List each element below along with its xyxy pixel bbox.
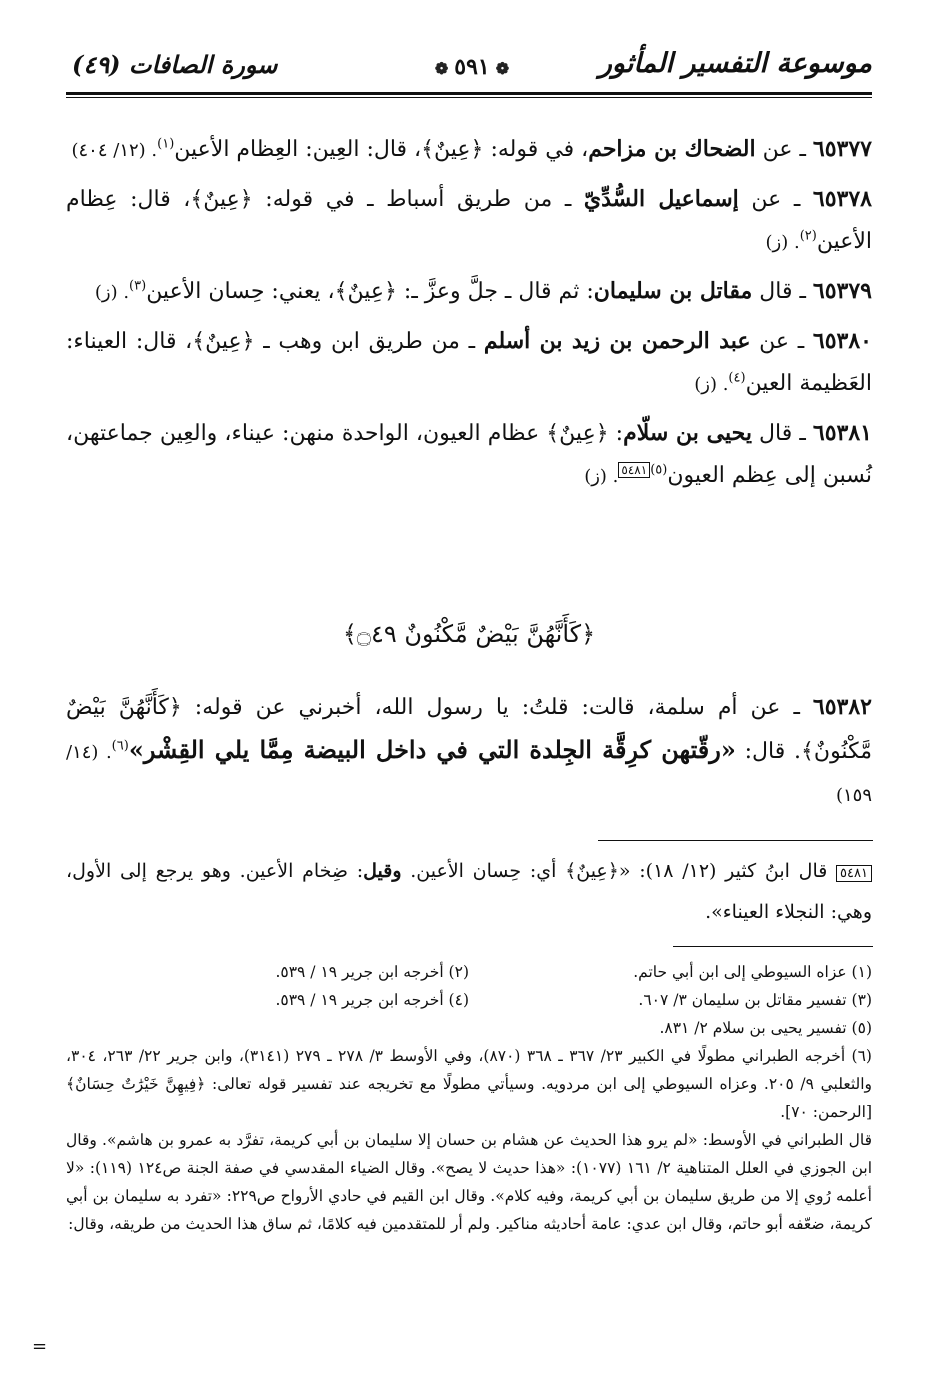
entry-reference: . (ز) xyxy=(765,232,800,253)
entry-pre: ـ عن xyxy=(750,329,813,354)
commentary-rest: : ضِخام الأعين. وهو يرجع إلى الأول، وهي: النجلاء العيناء». xyxy=(66,860,872,923)
footnote-marker: (٦) xyxy=(111,738,129,754)
ornament-icon: ❁ xyxy=(434,59,449,78)
footnote: (١) عزاه السيوطي إلى ابن أبي حاتم. xyxy=(633,963,872,981)
entry-text: ـ من طريق أسباط ـ في قوله: ﴿عِينٌ﴾، قال: عِظام الأعين xyxy=(66,187,872,254)
header-rule xyxy=(66,92,872,95)
narrator-name: عبد الرحمن بن زيد بن أسلم xyxy=(483,328,751,354)
entry xyxy=(66,686,872,817)
footnote-rule xyxy=(673,946,873,947)
commentary-bold: وقيل xyxy=(363,860,402,882)
entry-text: ـ من طريق ابن وهب ـ ﴿عِينٌ﴾، قال: العيناء: العَظيمة العين xyxy=(66,329,872,396)
commentary-ref-box: ٥٤٨١ xyxy=(618,462,650,478)
entry-text: : ﴿عِينٌ﴾ عظام العيون، الواحدة منهن: عيناء، والعِين جماعتهن، نُسبن إلى عِظم العيون xyxy=(66,421,872,488)
narrator-name: مقاتل بن سليمان xyxy=(593,278,753,304)
entry-pre: ـ قال xyxy=(752,279,813,304)
entry-pre: ـ قال xyxy=(751,421,813,446)
entry-pre: ـ عن xyxy=(738,187,813,212)
entry-reference: . (١٢/ ٤٠٤) xyxy=(71,140,158,161)
entry xyxy=(66,178,872,264)
entry-number: ٦٥٣٨٠ xyxy=(812,328,872,354)
continuation-mark: = xyxy=(32,1336,48,1357)
footnote-marker: (٤) xyxy=(728,370,746,386)
entry-reference: . (١٤/ ١٥٩) xyxy=(66,742,872,806)
footnote: (٢) أخرجه ابن جرير ١٩ / ٥٣٩. xyxy=(275,963,469,981)
commentary-rule xyxy=(598,840,873,841)
footnote-marker: (٢) xyxy=(799,228,817,244)
footnotes xyxy=(66,958,872,1238)
entry-pre: ـ عن xyxy=(755,137,813,162)
ornament-icon: ❁ xyxy=(495,59,510,78)
page-number: ٥٩١ xyxy=(454,54,490,80)
footnote-row xyxy=(66,986,872,1014)
entry-text: : ثم قال ـ جلَّ وعزَّ ـ: ﴿عِينٌ﴾، يعني: حِسان الأعين xyxy=(146,279,594,304)
book-title: موسوعة التفسير المأثور xyxy=(598,48,872,79)
entry-reference: . (ز) xyxy=(584,466,619,487)
footnote: (٥) تفسير يحيى بن سلام ٢/ ٨٣١. xyxy=(659,1019,872,1037)
verse-heading xyxy=(66,620,872,648)
page-header xyxy=(72,48,872,92)
entry-pre: ـ عن أم سلمة، قالت: قلتُ: يا رسول الله، أخبرني عن قوله: ﴿كَأَنَّهُنَّ بَيْضٌ مَّكْنُونٌ﴾. قال: xyxy=(66,695,873,764)
footnote: (٣) تفسير مقاتل بن سليمان ٣/ ٦٠٧. xyxy=(638,991,872,1009)
footnote-continued: قال الطبراني في الأوسط: «لم يرو هذا الحديث عن هشام بن حسان إلا سليمان بن أبي كريمة، تفرَّد به عمرو بن هاشم». وقال ابن الجوزي في العلل المتناهية ٢/ ١٦١ (١٠٧٧): «هذا حديث لا يصح». وقال الضياء المقدسي في صفة الجنة ص١٢٤ (١١٩): «لا أعلمه رُوي إلا من طريق سليمان بن أبي كريمة، وفيه كلام». وقال ابن القيم في حادي الأرواح ص٢٢٩: «تفرد به سليمان بن أبي كريمة، ضعّفه أبو حاتم، وقال ابن عدي: عامة أحاديثه مناكير. ولم أر للمتقدمين فيه كلامًا، ثم ساق هذا الحديث من طريقه، وقال: xyxy=(66,1131,873,1233)
commentary xyxy=(66,852,872,931)
entry-reference: . (ز) xyxy=(94,282,130,303)
entry-number: ٦٥٣٧٩ xyxy=(812,278,872,304)
entry-number: ٦٥٣٨٢ xyxy=(812,694,872,720)
entry-number: ٦٥٣٧٨ xyxy=(812,186,872,212)
header-rule-thin xyxy=(66,97,872,98)
footnote-row xyxy=(66,958,872,986)
narrator-name: يحيى بن سلّام xyxy=(623,420,752,446)
footnote-marker: (٣) xyxy=(129,278,147,294)
entry-reference: . (ز) xyxy=(694,374,729,395)
commentary-lead: قال ابنُ كثير (١٢/ ١٨): «﴿عِينٌ﴾ أي: حِسان الأعين. xyxy=(401,860,837,882)
surah-name: سورة الصافات (٤٩) xyxy=(72,50,278,79)
entry xyxy=(66,412,872,498)
entry xyxy=(66,320,872,406)
main-text xyxy=(66,128,872,504)
entry-text: ، في قوله: ﴿عِينٌ﴾، قال: العِين: العِظام الأعين xyxy=(174,137,589,162)
entry-number: ٦٥٣٨١ xyxy=(812,420,872,446)
footnote: (٤) أخرجه ابن جرير ١٩ / ٥٣٩. xyxy=(275,991,469,1009)
entry xyxy=(66,270,872,314)
hadith-section xyxy=(66,686,872,823)
footnote-marker: (١) xyxy=(157,136,175,152)
hadith-text: «رقّتهن كرِقَّة الجِلدة التي في داخل البيضة مِمَّا يلي القِشْر» xyxy=(128,735,736,764)
narrator-name: إسماعيل السُّدِّيّ xyxy=(583,186,739,212)
entry xyxy=(66,128,872,172)
entry-number: ٦٥٣٧٧ xyxy=(812,136,872,162)
footnote-marker: (٥) xyxy=(650,462,668,478)
verse-text: ﴿كَأَنَّهُنَّ بَيْضٌ مَّكْنُونٌ ۝٤٩﴾ xyxy=(342,620,596,648)
narrator-name: الضحاك بن مزاحم xyxy=(588,136,756,162)
commentary-ref-box: ٥٤٨١ xyxy=(836,865,872,882)
footnote: (٦) أخرجه الطبراني مطولًا في الكبير ٢٣/ ٣٦٧ ـ ٣٦٨ (٨٧٠)، وفي الأوسط ٣/ ٢٧٨ ـ ٢٧٩ (٣١٤١)، وابن جرير ٢٢/ ٢٦٣، ٣٠٤، والثعلبي ٩/ ٢٠٥. وعزاه السيوطي إلى ابن مردويه. وسيأتي مطولًا مع تخريجه عند تفسير قوله تعالى: ﴿فِيهِنَّ خَيْرَٰتٌ حِسَانٌ﴾ [الرحمن: ٧٠]. xyxy=(66,1047,873,1121)
